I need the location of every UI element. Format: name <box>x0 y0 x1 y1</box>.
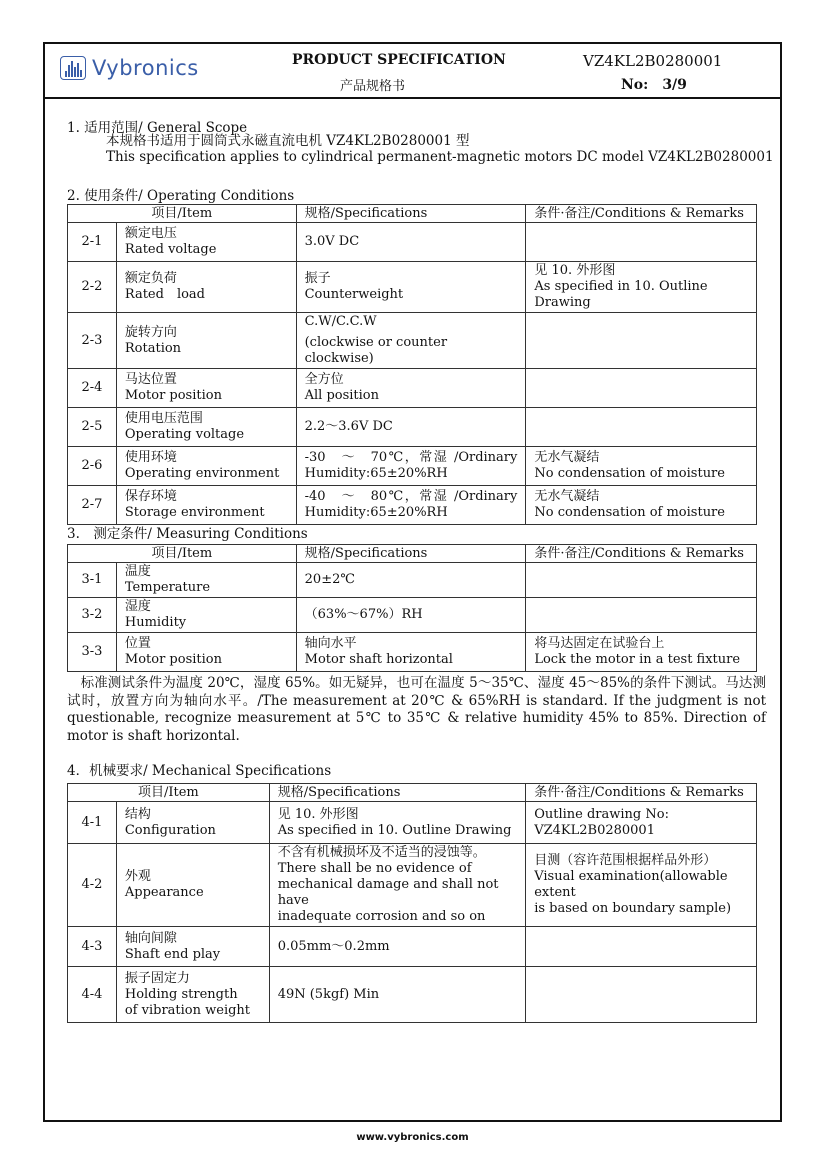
row-number: 2-2 <box>68 262 117 313</box>
section2-title: 2. 使用条件/ Operating Conditions <box>67 188 295 204</box>
condition-cell <box>526 486 757 525</box>
header-spec: 规格/Specifications <box>296 545 526 563</box>
cond-text: Outline drawing No: VZ4KL2B0280001 <box>534 806 669 838</box>
spec-cell <box>296 262 526 313</box>
spec-cell-text: （63%～67%）RH <box>304 607 423 622</box>
section4-title: 4．机械要求/ Mechanical Specifications <box>67 763 332 779</box>
vybronics-logo-icon <box>60 56 86 80</box>
item-cell-text: 额定负荷 <box>124 271 177 286</box>
spec-cell-text: 2.2～3.6V DC <box>304 419 393 434</box>
table-row <box>68 313 757 369</box>
item-cell-text: 额定电压 <box>124 226 177 241</box>
condition-cell-text: 将马达固定在试验台上 <box>534 636 665 651</box>
section3-title: 3. 测定条件/ Measuring Conditions <box>67 526 308 542</box>
spec-cell-text: (clockwise or counter clockwise) <box>304 335 448 366</box>
spec-cell <box>269 802 526 844</box>
condition-cell <box>526 313 757 369</box>
brand-logo <box>60 56 199 80</box>
cond-text: 目测（容许范围根据样品外形） Visual examination(allowable extent is based on boundary sample) <box>534 853 732 916</box>
condition-cell <box>526 844 757 927</box>
item-cell-text: 使用环境 <box>124 450 177 465</box>
item-zh: 轴向间隙 <box>124 930 177 946</box>
item-cell <box>116 563 296 598</box>
row-number: 4-2 <box>68 844 117 927</box>
item-zh: 结构 <box>124 806 151 822</box>
spec-cell-text: C.W/C.C.W <box>304 314 377 329</box>
row-number: 2-1 <box>68 223 117 262</box>
item-cell-text: Rated voltage <box>124 242 217 257</box>
row-number: 2-6 <box>68 447 117 486</box>
item-cell <box>116 408 296 447</box>
row-number: 2-3 <box>68 313 117 369</box>
spec-cell <box>296 369 526 408</box>
condition-cell <box>526 262 757 313</box>
row-number: 4-3 <box>68 927 117 967</box>
spec-cell-text: All position <box>304 388 380 403</box>
spec-cell-text: 全方位 <box>304 372 344 387</box>
operating-conditions-table <box>67 204 757 525</box>
table-header-row <box>68 205 757 223</box>
row-number: 2-7 <box>68 486 117 525</box>
item-zh: 外观 <box>124 869 151 884</box>
table-row <box>68 598 757 633</box>
table-row <box>68 486 757 525</box>
spec-cell <box>296 447 526 486</box>
footer-url: www.vybronics.com <box>356 1132 469 1143</box>
item-cell-text: Operating voltage <box>124 427 245 442</box>
table-row <box>68 369 757 408</box>
section1-line-zh: 本规格书适用于圆筒式永磁直流电机 VZ4KL2B0280001 型 <box>106 133 470 149</box>
item-cell-text: Motor position <box>124 652 222 667</box>
header-item: 项目/Item <box>68 205 297 223</box>
table-row <box>68 563 757 598</box>
spec-cell <box>296 408 526 447</box>
table-row <box>68 633 757 672</box>
item-en: Shaft end play <box>124 946 221 962</box>
item-cell-text: Rotation <box>124 340 182 356</box>
condition-cell <box>526 927 757 967</box>
mechanical-specifications-table <box>67 783 757 1023</box>
condition-cell-text: As specified in 10. Outline Drawing <box>534 279 708 310</box>
doc-number: VZ4KL2B0280001 <box>583 52 723 70</box>
measurement-note: 标准测试条件为温度 20℃，湿度 65%。如无疑异，也可在温度 5～35℃、湿度 45～85%的条件下测试。马达测试时，放置方向为轴向水平。/The measurement at 20℃ & 65%RH is standard. If the judgment is not questionable, recognize measurement at 5℃ to 35℃ & relative humidity 45% to 85%. Direction of motor is shaft horizontal. <box>67 675 766 744</box>
item-cell <box>116 313 296 369</box>
item-cell-text: Motor position <box>124 388 222 403</box>
condition-cell <box>526 802 757 844</box>
item-cell <box>116 967 269 1023</box>
spec-cell <box>269 927 526 967</box>
item-cell-text: 湿度 <box>124 599 151 614</box>
item-cell <box>116 223 296 262</box>
item-cell <box>116 802 269 844</box>
spec-cell <box>269 967 526 1023</box>
item-cell <box>116 633 296 672</box>
table-row <box>68 967 757 1023</box>
spec-text: 49N (5kgf) Min <box>277 986 380 1002</box>
item-cell <box>116 844 269 927</box>
condition-cell-text: No condensation of moisture <box>534 505 725 520</box>
item-cell <box>116 486 296 525</box>
spec-cell-text: 20±2℃ <box>304 572 355 587</box>
row-number: 4-1 <box>68 802 117 844</box>
header-divider <box>43 97 782 99</box>
condition-cell <box>526 408 757 447</box>
table-header-row <box>68 545 757 563</box>
condition-cell <box>526 633 757 672</box>
row-number: 3-1 <box>68 563 117 598</box>
item-cell-text: 保存环境 <box>124 489 177 504</box>
table-row <box>68 927 757 967</box>
doc-title-zh: 产品规格书 <box>340 79 406 94</box>
spec-cell-text: Counterweight <box>304 287 404 302</box>
item-en: Configuration <box>124 822 216 838</box>
header-cond: 条件·备注/Conditions & Remarks <box>526 205 757 223</box>
item-cell <box>116 447 296 486</box>
item-cell-text: 温度 <box>124 564 151 579</box>
spec-cell-text: 轴向水平 <box>304 636 357 651</box>
section1-line-en: This specification applies to cylindrical permanent-magnetic motors DC model VZ4KL2B0280001 <box>106 149 774 165</box>
table-row <box>68 408 757 447</box>
spec-cell <box>296 223 526 262</box>
spec-cell <box>296 486 526 525</box>
condition-cell <box>526 223 757 262</box>
item-cell-text: Operating environment <box>124 466 280 481</box>
condition-cell-text: Lock the motor in a test fixture <box>534 652 741 667</box>
spec-cell <box>296 633 526 672</box>
spec-cell-text: Humidity:65±20%RH <box>304 505 448 520</box>
row-number: 2-5 <box>68 408 117 447</box>
brand-name: Vybronics <box>92 56 199 80</box>
table-row <box>68 844 757 927</box>
item-cell <box>116 927 269 967</box>
table-row <box>68 262 757 313</box>
row-number: 3-3 <box>68 633 117 672</box>
condition-cell <box>526 967 757 1023</box>
header-item: 项目/Item <box>68 784 270 802</box>
section1-title: 1. 适用范围/ General Scope <box>67 120 248 136</box>
page-number: No: 3/9 <box>621 77 687 93</box>
condition-cell-text: 无水气凝结 <box>534 450 600 465</box>
item-cell-text: Rated load <box>124 287 206 302</box>
item-cell-text: Storage environment <box>124 505 265 520</box>
row-number: 4-4 <box>68 967 117 1023</box>
spec-cell-text: 振子 <box>304 271 331 286</box>
table-row <box>68 447 757 486</box>
header-cond: 条件·备注/Conditions & Remarks <box>526 784 757 802</box>
spec-cell-text: Humidity:65±20%RH <box>304 466 448 481</box>
item-cell-text: Temperature <box>124 580 211 595</box>
row-number: 3-2 <box>68 598 117 633</box>
condition-cell <box>526 598 757 633</box>
condition-cell-text: 见 10. 外形图 <box>534 263 616 278</box>
header-cond: 条件·备注/Conditions & Remarks <box>526 545 757 563</box>
item-cell-text: 旋转方向 <box>124 324 177 340</box>
row-number: 2-4 <box>68 369 117 408</box>
condition-cell-text: 无水气凝结 <box>534 489 600 504</box>
measuring-conditions-table <box>67 544 757 672</box>
header-spec: 规格/Specifications <box>296 205 526 223</box>
item-cell-text: 马达位置 <box>124 372 177 387</box>
spec-cell-text: Motor shaft horizontal <box>304 652 453 667</box>
spec-text: 见 10. 外形图 As specified in 10. Outline Drawing <box>277 806 512 838</box>
item-zh: 振子固定力 <box>124 970 190 986</box>
header-item: 项目/Item <box>68 545 297 563</box>
item-en: Appearance <box>124 885 204 900</box>
table-row <box>68 802 757 844</box>
condition-cell-text: No condensation of moisture <box>534 466 725 481</box>
spec-text: 0.05mm～0.2mm <box>277 938 390 954</box>
item-cell <box>116 598 296 633</box>
item-cell-text: 位置 <box>124 636 151 651</box>
spec-cell <box>296 563 526 598</box>
condition-cell <box>526 369 757 408</box>
table-row <box>68 223 757 262</box>
spec-cell <box>296 313 526 369</box>
item-cell-text: 使用电压范围 <box>124 411 203 426</box>
item-en: Holding strength of vibration weight <box>124 986 251 1018</box>
table-header-row <box>68 784 757 802</box>
doc-title-en: PRODUCT SPECIFICATION <box>292 52 506 68</box>
condition-cell <box>526 447 757 486</box>
item-cell <box>116 262 296 313</box>
item-cell <box>116 369 296 408</box>
spec-cell-text: 3.0V DC <box>304 234 360 249</box>
header-spec: 规格/Specifications <box>269 784 526 802</box>
item-cell-text: Humidity <box>124 615 187 630</box>
spec-text: 不含有机械损坏及不适当的浸蚀等。 There shall be no evidence of mechanical damage and shall not have inadequate corrosion and so on <box>277 845 499 924</box>
spec-cell <box>296 598 526 633</box>
spec-cell <box>269 844 526 927</box>
condition-cell <box>526 563 757 598</box>
spec-cell-text: -40 ～ 80℃，常湿 /Ordinary <box>304 489 518 504</box>
spec-cell-text: -30 ～ 70℃，常湿 /Ordinary <box>304 450 518 465</box>
